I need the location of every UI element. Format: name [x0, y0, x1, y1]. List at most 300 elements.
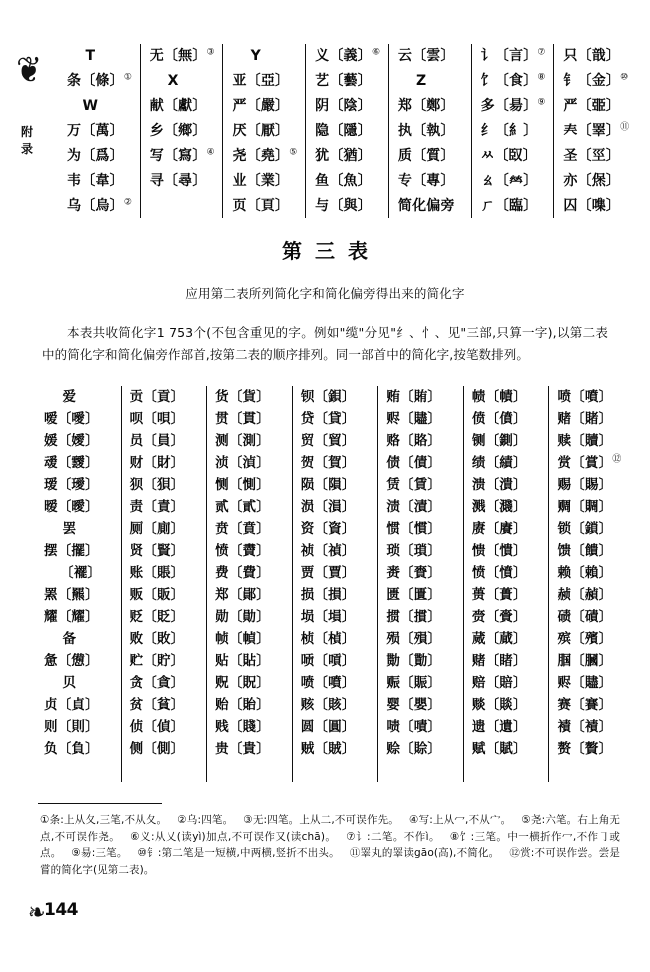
- top-table-entry-text: 简化偏旁: [397, 198, 455, 214]
- main-table-entry: [557, 694, 634, 716]
- main-table-entry-text: 蒇〔蕆〕: [471, 631, 527, 647]
- main-table-entry-text: 赖〔賴〕: [557, 565, 613, 581]
- main-table-entry: [386, 672, 463, 694]
- top-table-entry-text: 饣〔食〕: [480, 73, 538, 89]
- main-table-entry: [557, 386, 634, 408]
- main-table-footnote-marker: ⑫: [612, 454, 622, 465]
- top-table-entry: [67, 144, 136, 169]
- top-table-entry-text: 寻〔尋〕: [149, 173, 207, 189]
- main-table-entry-text: 愤〔賮〕: [215, 543, 270, 559]
- main-table-entry-text: 惫〔憊〕: [44, 653, 99, 669]
- main-table-entry-text: 员〔員〕: [129, 433, 185, 449]
- main-table-entry: [301, 606, 378, 628]
- main-table-entry-text: 赋〔賦〕: [471, 741, 527, 757]
- main-table-entry-text: 贸〔貿〕: [300, 433, 356, 449]
- top-table-entry: [232, 119, 301, 144]
- top-table-entry-text: 犹〔猶〕: [315, 148, 372, 164]
- main-table-entry: [44, 474, 121, 496]
- main-table-entry-text: 恻〔惻〕: [215, 477, 270, 493]
- intro-paragraph: 本表共收简化字1 753个(不包含重见的字。例如"缆"分见"纟、忄、见"三部,只算一字),以第二表中的简化字和简化偏旁作部首,按第二表的顺序排列。同一部首中的简化字,按笔数排列。: [42, 325, 608, 362]
- main-table-entry: [386, 628, 463, 650]
- main-table-entry: [557, 738, 634, 760]
- main-table-entry-text: 财〔財〕: [129, 455, 185, 471]
- main-table-entry: [301, 628, 378, 650]
- top-table-entry-text: X: [167, 73, 179, 89]
- main-table-entry: [472, 452, 549, 474]
- main-table-entry-text: 则〔則〕: [44, 719, 99, 735]
- main-table-entry-text: 陨〔隕〕: [300, 477, 356, 493]
- top-table-footnote-marker: ②: [123, 197, 133, 208]
- main-table-entry-text: 掼〔摜〕: [386, 609, 442, 625]
- main-table-entry: [215, 408, 292, 430]
- main-table-entry: [557, 518, 634, 540]
- top-table-entry-text: 囚〔㗱〕: [563, 198, 621, 214]
- main-table-entry: [215, 672, 292, 694]
- top-table-footnote-marker: ⑦: [537, 47, 546, 58]
- top-table-entry: [150, 94, 219, 119]
- footnote-item: ②乌:四笔。: [177, 814, 234, 826]
- main-table-entry: [301, 386, 378, 408]
- top-table-entry-text: 鱼〔魚〕: [315, 173, 372, 189]
- main-table-entry: [301, 518, 378, 540]
- main-table-entry-text: 测〔測〕: [215, 433, 270, 449]
- main-table-entry-text: 贫〔貧〕: [129, 697, 185, 713]
- main-table-entry-text: 赈〔賑〕: [386, 675, 442, 691]
- main-table-entry-text: 赂〔賂〕: [386, 433, 442, 449]
- main-table-entry-text: 赪〔赬〕: [557, 587, 613, 603]
- main-table-entry-text: 贷〔貸〕: [300, 411, 356, 427]
- section-subtitle: 应用第二表所列简化字和简化偏旁得出来的简化字: [185, 286, 465, 301]
- top-table-entry-text: 艺〔藝〕: [315, 73, 372, 89]
- top-table-entry: [315, 119, 384, 144]
- top-table-entry: [315, 169, 384, 194]
- footnote-item: ⑦讠:二笔。不作ì。: [346, 830, 440, 843]
- main-table-entry: [386, 650, 463, 672]
- top-table-entry-text: 乌〔烏〕: [67, 198, 124, 214]
- main-table-entry: [215, 518, 292, 540]
- main-table-entry: [472, 694, 549, 716]
- top-table-entry: [67, 69, 136, 94]
- main-table-entry-text: 襀〔襀〕: [557, 719, 613, 735]
- main-table-entry-text: 媛〔嬡〕: [44, 433, 99, 449]
- top-table-footnote-marker: ⑩: [620, 72, 629, 83]
- main-table-entry-text: 贲〔賁〕: [215, 521, 270, 537]
- main-table-entry-text: 涢〔溳〕: [300, 499, 356, 515]
- main-table-entry: [301, 694, 378, 716]
- top-table-entry: [315, 69, 384, 94]
- main-table-entry-text: 帧〔幀〕: [215, 631, 270, 647]
- page-footer: [26, 898, 146, 940]
- main-table-entry-text: 负〔負〕: [44, 741, 99, 757]
- main-table-entry-text: 赘〔贅〕: [557, 741, 613, 757]
- top-table-entry-text: 执〔執〕: [397, 123, 455, 139]
- main-table-radical-heading: [44, 518, 121, 540]
- main-table-entry-text: 侦〔偵〕: [129, 719, 185, 735]
- top-table-entry-text: ㄏ〔臨〕: [480, 198, 538, 214]
- main-table-entry-text: 暧〔曖〕: [44, 499, 99, 515]
- footnote-item: ③无:四笔。上从二,不可误作先。: [243, 814, 399, 826]
- main-table-entry-text: 勋〔勛〕: [215, 609, 270, 625]
- main-table-entry-text: 赆〔贐〕: [386, 411, 442, 427]
- main-table-entry: [557, 540, 634, 562]
- main-table-entry-text: 贡〔貢〕: [129, 389, 185, 405]
- main-table-entry-text: 赔〔賠〕: [471, 675, 527, 691]
- main-table-entry-text: 债〔債〕: [386, 455, 442, 471]
- main-table-entry: [130, 408, 207, 430]
- top-table-entry: [563, 44, 632, 69]
- top-table-entry-text: 圣〔巠〕: [563, 148, 621, 164]
- main-table-entry: [44, 606, 121, 628]
- main-table-entry: [386, 430, 463, 452]
- main-table-entry-text: 赌〔賭〕: [557, 411, 613, 427]
- top-table-entry: [232, 169, 301, 194]
- main-table-entry: [44, 496, 121, 518]
- top-table-entry-text: 乡〔鄉〕: [149, 123, 207, 139]
- main-table-entry: [301, 672, 378, 694]
- main-table-column-6: [463, 386, 549, 782]
- top-table-column-1: [58, 44, 140, 218]
- main-table-entry: [472, 606, 549, 628]
- main-table-entry-text: 贱〔賤〕: [215, 719, 270, 735]
- main-table-entry: [472, 408, 549, 430]
- top-table-entry: [232, 69, 301, 94]
- top-table-entry-text: 尧〔堯〕: [232, 148, 290, 164]
- main-table-entry-text: 腘〔膕〕: [557, 653, 613, 669]
- simplified-character-table: [44, 386, 634, 782]
- main-table-entry-text: 勚〔勩〕: [386, 653, 442, 669]
- top-table-entry: [398, 144, 467, 169]
- top-table-entry-text: 严〔嚴〕: [232, 98, 290, 114]
- main-table-entry-text: 赌〔睹〕: [471, 653, 527, 669]
- main-table-entry-text: 浈〔湞〕: [215, 455, 270, 471]
- top-table-entry: [232, 194, 301, 219]
- main-table-entry-text: 贩〔販〕: [129, 587, 185, 603]
- main-table-entry: [130, 738, 207, 760]
- main-table-column-4: [292, 386, 378, 782]
- top-table-column-7: [553, 44, 636, 218]
- main-table-entry-text: 贪〔貪〕: [129, 675, 185, 691]
- main-table-entry-text: 喷〔噴〕: [557, 389, 613, 405]
- main-table-entry-text: 渍〔漬〕: [386, 499, 442, 515]
- top-table-entry-text: T: [85, 48, 96, 64]
- main-table-entry: [215, 738, 292, 760]
- top-table-entry-text: 韦〔韋〕: [67, 173, 124, 189]
- main-table-entry: [215, 606, 292, 628]
- top-table-entry: [398, 94, 467, 119]
- main-table-entry: [386, 738, 463, 760]
- main-table-entry-text: 愦〔憒〕: [471, 543, 527, 559]
- main-table-entry-text: 喷〔噴〕: [300, 675, 356, 691]
- top-table-entry-text: 钅〔金〕: [563, 73, 621, 89]
- main-table-entry: [130, 694, 207, 716]
- main-table-entry: [44, 584, 121, 606]
- main-table-entry: [215, 694, 292, 716]
- top-table-column-3: [222, 44, 305, 218]
- main-table-entry: [215, 474, 292, 496]
- top-table-entry-text: 页〔頁〕: [232, 198, 290, 214]
- top-table-entry-text: 𡗗〔睪〕: [563, 123, 621, 139]
- footnote-item: ⑫赏:不可误作尝。尝是嘗的简化字(见第二表)。: [40, 847, 620, 876]
- top-table-letter-heading: [398, 69, 467, 94]
- main-table-radical-heading: [44, 628, 121, 650]
- main-table-entry-text: 赎〔贖〕: [557, 433, 613, 449]
- main-table-entry-text: 埙〔塤〕: [300, 609, 356, 625]
- main-table-entry: [472, 716, 549, 738]
- top-table-entry-text: 条〔條〕: [67, 73, 124, 89]
- main-table-entry: [301, 408, 378, 430]
- top-table-footnote-marker: ⑥: [371, 47, 381, 58]
- top-table-entry: [150, 119, 219, 144]
- top-table-entry: [563, 119, 632, 144]
- main-table-entry: [386, 584, 463, 606]
- main-table-entry-text: 货〔貨〕: [215, 389, 270, 405]
- main-table-entry-text: 狈〔狽〕: [129, 477, 185, 493]
- main-table-entry-text: 厕〔廁〕: [129, 521, 185, 537]
- top-table-footnote-marker: ⑪: [620, 122, 630, 133]
- main-table-entry-text: 偾〔僨〕: [471, 411, 527, 427]
- main-table-entry-text: 赐〔賜〕: [557, 477, 613, 493]
- main-table-entry: [215, 584, 292, 606]
- main-table-entry-text: 〔襬〕: [60, 565, 102, 581]
- main-table-entry: [557, 496, 634, 518]
- main-table-entry: [215, 386, 292, 408]
- main-table-entry-text: 啧〔嘖〕: [386, 719, 442, 735]
- top-table-entry: [315, 94, 384, 119]
- main-table-entry: [301, 540, 378, 562]
- main-table-entry-text: 桢〔楨〕: [300, 631, 356, 647]
- top-table-entry-text: Z: [416, 73, 427, 89]
- main-table-entry: [130, 716, 207, 738]
- main-table-entry-text: 赒〔賙〕: [557, 499, 613, 515]
- main-table-entry: [215, 540, 292, 562]
- top-table-entry-text: 质〔質〕: [397, 148, 455, 164]
- main-table-entry: [301, 452, 378, 474]
- main-table-entry: [44, 452, 121, 474]
- footnote-item: ①条:上从夂,三笔,不从夂。: [40, 814, 168, 826]
- main-table-entry-text: 绩〔績〕: [471, 455, 527, 471]
- main-table-entry-text: 贾〔賈〕: [300, 565, 356, 581]
- top-continuation-table: [58, 44, 636, 218]
- main-table-entry-text: 馈〔饋〕: [557, 543, 613, 559]
- appendix-label-char-2: 录: [20, 142, 33, 156]
- main-table-radical-heading: [44, 386, 121, 408]
- top-table-entry-text: 业〔業〕: [232, 173, 290, 189]
- main-table-entry: [386, 694, 463, 716]
- top-table-entry-text: 亦〔㷛〕: [563, 173, 621, 189]
- main-table-entry-text: 赁〔賃〕: [386, 477, 442, 493]
- main-table-entry: [301, 650, 378, 672]
- main-table-entry-text: 锁〔鎖〕: [557, 521, 613, 537]
- main-table-entry: [215, 430, 292, 452]
- top-table-entry-text: 郑〔鄭〕: [397, 98, 455, 114]
- main-table-column-1: [44, 386, 121, 782]
- main-table-entry: [386, 474, 463, 496]
- main-table-entry: [472, 628, 549, 650]
- top-table-footnote-marker: ④: [206, 147, 215, 158]
- main-table-entry-text: 赉〔賚〕: [386, 565, 442, 581]
- page-ornament-icon: ❧: [28, 898, 46, 928]
- main-table-entry-text: 赅〔賅〕: [300, 697, 356, 713]
- top-table-entry: [481, 44, 550, 69]
- main-table-entry: [386, 408, 463, 430]
- top-table-entry-text: ㄠ〔𤇾〕: [480, 173, 538, 189]
- top-table-entry: [150, 169, 219, 194]
- main-table-entry-text: 殡〔殯〕: [557, 631, 613, 647]
- main-table-entry: [386, 540, 463, 562]
- main-table-entry: [472, 474, 549, 496]
- top-table-entry: [315, 194, 384, 219]
- main-table-entry-text: 贺〔賀〕: [300, 455, 356, 471]
- main-table-entry-text: 呗〔唄〕: [129, 411, 185, 427]
- main-table-entry: [215, 716, 292, 738]
- top-table-entry: [398, 119, 467, 144]
- top-table-footnote-marker: ③: [206, 47, 215, 58]
- top-table-footnote-marker: ⑤: [289, 147, 298, 158]
- main-table-entry: [301, 430, 378, 452]
- main-table-entry: [472, 386, 549, 408]
- main-table-entry: [301, 562, 378, 584]
- main-table-entry-text: 侧〔側〕: [129, 741, 185, 757]
- main-table-entry: [557, 474, 634, 496]
- footnote-item: ⑪睪丸的睪读gāo(高),不简化。: [349, 847, 500, 859]
- top-table-entry-text: 只〔戠〕: [563, 48, 621, 64]
- main-table-entry-text: 溅〔濺〕: [471, 499, 527, 515]
- footnote-list: [40, 812, 620, 878]
- main-table-entry-text: 资〔資〕: [300, 521, 356, 537]
- main-table-entry-text: 惯〔慣〕: [386, 521, 442, 537]
- main-table-entry-text: 赛〔賽〕: [557, 697, 613, 713]
- main-table-entry-text: 赏〔賞〕: [557, 455, 613, 471]
- top-table-entry: [150, 144, 219, 169]
- footnote-item: ⑧饣:三笔。中一横折作冖,不作㇆或点。: [40, 830, 620, 859]
- footnote-separator-rule: [38, 803, 162, 804]
- main-table-entry: [301, 738, 378, 760]
- main-table-entry: [215, 628, 292, 650]
- main-table-entry-text: 贮〔貯〕: [129, 653, 185, 669]
- top-table-entry-text: 阴〔陰〕: [315, 98, 372, 114]
- main-table-entry-text: 贬〔貶〕: [129, 609, 185, 625]
- main-table-entry-text: 赍〔賫〕: [471, 609, 527, 625]
- main-table-entry-text: 费〔費〕: [215, 565, 270, 581]
- main-table-entry-text: 罴〔羆〕: [44, 587, 99, 603]
- main-table-entry-text: 贝: [62, 675, 77, 691]
- main-table-entry-text: 遗〔遺〕: [471, 719, 527, 735]
- top-table-entry-text: 云〔雲〕: [397, 48, 455, 64]
- main-table-entry: [472, 650, 549, 672]
- main-table-entry: [130, 606, 207, 628]
- top-table-entry: [232, 94, 301, 119]
- main-table-entry-text: 败〔敗〕: [129, 631, 185, 647]
- main-table-entry-text: 爱: [62, 389, 77, 405]
- left-margin-rail: [0, 44, 50, 219]
- top-table-entry: [67, 194, 136, 219]
- footnote-item: ④写:上从冖,不从宀。: [409, 814, 512, 826]
- main-table-entry-text: 叆〔靉〕: [44, 455, 99, 471]
- main-table-column-2: [121, 386, 207, 782]
- main-table-entry: [557, 650, 634, 672]
- main-table-entry: [215, 452, 292, 474]
- main-table-entry: [472, 584, 549, 606]
- top-table-column-5: [388, 44, 471, 218]
- top-table-entry-text: 讠〔言〕: [480, 48, 538, 64]
- top-table-entry: [481, 119, 550, 144]
- main-table-entry: [557, 716, 634, 738]
- top-table-entry: [150, 44, 219, 69]
- main-table-entry: [301, 716, 378, 738]
- top-table-letter-heading: [67, 44, 136, 69]
- main-table-entry: [301, 474, 378, 496]
- main-table-entry: [130, 628, 207, 650]
- main-table-entry-text: 贵〔貴〕: [215, 741, 270, 757]
- main-table-entry: [386, 496, 463, 518]
- top-table-entry-text: 义〔義〕: [315, 48, 372, 64]
- main-table-entry: [386, 452, 463, 474]
- top-table-column-6: [471, 44, 554, 218]
- main-table-entry-text: 赕〔賧〕: [471, 697, 527, 713]
- main-table-entry: [472, 738, 549, 760]
- main-table-entry: [472, 540, 549, 562]
- top-table-entry: [315, 44, 384, 69]
- main-table-entry-text: 嗳〔噯〕: [44, 411, 99, 427]
- top-table-entry-text: 为〔爲〕: [67, 148, 124, 164]
- main-table-entry-text: 贻〔貽〕: [215, 697, 270, 713]
- page-title: 第三表: [282, 239, 381, 263]
- top-table-entry-text: 无〔無〕: [149, 48, 207, 64]
- top-table-entry-text: 写〔寫〕: [149, 148, 207, 164]
- top-table-entry: [481, 144, 550, 169]
- main-table-entry: [557, 606, 634, 628]
- top-table-entry-text: 多〔昜〕: [480, 98, 538, 114]
- main-table-entry: [386, 562, 463, 584]
- main-table-entry-text: 殒〔殞〕: [386, 631, 442, 647]
- main-table-entry: [130, 474, 207, 496]
- main-table-entry: [557, 628, 634, 650]
- footnote-item: ⑥义:从乂(读yì)加点,不可误作又(读chā)。: [130, 830, 337, 843]
- top-table-entry-text: W: [82, 98, 99, 114]
- main-table-entry-text: 损〔損〕: [300, 587, 356, 603]
- main-table-entry: [215, 562, 292, 584]
- top-table-footnote-marker: ①: [123, 72, 133, 83]
- main-table-entry: [215, 650, 292, 672]
- main-table-entry: [472, 496, 549, 518]
- main-table-entry-text: 瑷〔璦〕: [44, 477, 99, 493]
- main-table-entry: [130, 430, 207, 452]
- appendix-vertical-label: [14, 124, 40, 158]
- main-table-column-3: [206, 386, 292, 782]
- main-table-entry-text: 愤〔憤〕: [471, 565, 527, 581]
- page-number: 144: [44, 900, 78, 920]
- top-table-entry-text: 与〔與〕: [315, 198, 372, 214]
- main-table-entry-text: 赊〔賒〕: [386, 741, 442, 757]
- footnote-item: ⑤尧:六笔。右上角无点,不可误作尧。: [40, 814, 621, 843]
- main-table-entry: [44, 408, 121, 430]
- main-table-entry: [386, 518, 463, 540]
- main-table-entry: [44, 562, 121, 584]
- top-table-entry-text: 纟〔糹〕: [480, 123, 538, 139]
- main-table-entry-text: 账〔賬〕: [129, 565, 185, 581]
- top-table-entry: [398, 169, 467, 194]
- top-table-entry: [563, 94, 632, 119]
- margin-ornament-icon: ❦: [16, 50, 42, 91]
- main-table-entry-text: 罢: [62, 521, 77, 537]
- main-table-entry: [44, 430, 121, 452]
- main-table-entry: [44, 738, 121, 760]
- main-table-entry: [130, 540, 207, 562]
- main-table-entry: [215, 496, 292, 518]
- main-table-radical-heading: [44, 672, 121, 694]
- top-table-entry: [563, 194, 632, 219]
- main-table-column-7: [548, 386, 634, 782]
